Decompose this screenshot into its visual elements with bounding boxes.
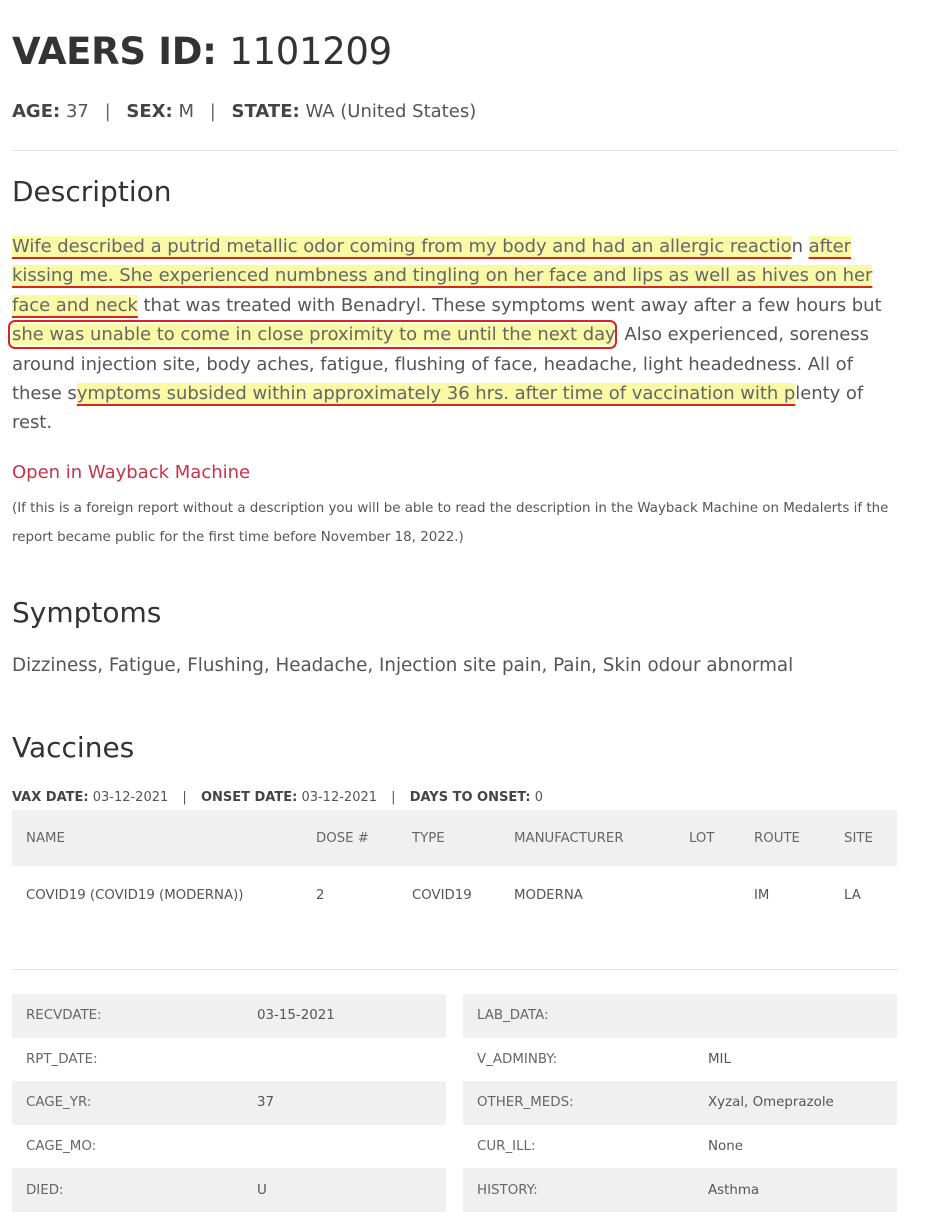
- age-value: 37: [65, 101, 89, 122]
- details-right: [463, 994, 897, 1212]
- detail-row: [463, 1168, 897, 1212]
- description-segment: lenty of rest.: [12, 383, 864, 434]
- age-label: AGE:: [12, 101, 61, 122]
- page-title: [12, 30, 392, 74]
- detail-key: CUR_ILL:: [477, 1139, 536, 1155]
- patient-meta: [12, 100, 476, 124]
- vaccination-dates: [12, 790, 543, 805]
- state-value: WA (United States): [305, 101, 477, 122]
- manufacturer: MODERNA: [514, 887, 583, 903]
- lot-number: [675, 866, 740, 924]
- sex-value: M: [178, 101, 194, 122]
- divider: [12, 969, 898, 970]
- separator: |: [209, 101, 216, 122]
- symptoms-heading: Symptoms: [12, 596, 162, 629]
- vaccine-name: COVID19 (COVID19 (MODERNA)): [26, 887, 244, 903]
- detail-value: MIL: [708, 1051, 731, 1067]
- title-label: VAERS ID:: [12, 30, 217, 73]
- detail-row: [12, 1168, 446, 1212]
- description-segment: that was treated with Benadryl. These symptoms went away after a few hours but: [137, 294, 882, 316]
- detail-row: [463, 1125, 897, 1169]
- description-heading: Description: [12, 175, 172, 208]
- vaccines-table: [12, 810, 897, 924]
- vax-date-value: 03-12-2021: [92, 790, 169, 805]
- separator: |: [104, 101, 111, 122]
- description-text: [12, 232, 892, 438]
- detail-value: 37: [257, 1095, 275, 1111]
- wayback-link[interactable]: Open in Wayback Machine: [12, 462, 251, 483]
- column-header: NAME: [12, 810, 302, 866]
- detail-value: Xyzal, Omeprazole: [708, 1095, 834, 1111]
- table-header-row: [12, 810, 897, 866]
- detail-value: U: [257, 1182, 267, 1198]
- column-header: MANUFACTURER: [500, 810, 675, 866]
- detail-key: DIED:: [26, 1182, 64, 1198]
- detail-key: RPT_DATE:: [26, 1051, 98, 1067]
- site: LA: [844, 887, 861, 903]
- detail-row: [12, 1081, 446, 1125]
- sex-label: SEX:: [126, 101, 173, 122]
- divider: [12, 150, 898, 151]
- detail-row: [12, 994, 446, 1038]
- detail-key: V_ADMINBY:: [477, 1051, 558, 1067]
- days-to-onset-value: 0: [534, 790, 543, 805]
- state-label: STATE:: [231, 101, 300, 122]
- separator: |: [391, 790, 396, 805]
- detail-row: [463, 994, 897, 1038]
- onset-date-value: 03-12-2021: [301, 790, 378, 805]
- highlighted-text: ymptoms subsided within approximately 36 hrs. after time of vaccination with p: [76, 383, 796, 405]
- vaccine-type: COVID19: [412, 887, 472, 903]
- column-header: TYPE: [398, 810, 500, 866]
- detail-value: 03-15-2021: [257, 1008, 335, 1024]
- detail-value: Asthma: [708, 1182, 760, 1198]
- detail-key: CAGE_MO:: [26, 1139, 97, 1155]
- detail-row: [12, 1038, 446, 1082]
- column-header: ROUTE: [740, 810, 830, 866]
- vaccines-heading: Vaccines: [12, 731, 135, 764]
- highlighted-text: Wife described a putrid metallic odor coming from my body and had an allergic reactio: [12, 236, 792, 257]
- description-segment: n: [791, 236, 809, 257]
- details-left: [12, 994, 446, 1212]
- detail-row: [463, 1038, 897, 1082]
- column-header: LOT: [675, 810, 740, 866]
- highlighted-text: after kissing me. She experienced numbness and tingling on her face and lips as well as hives on her face and neck: [12, 236, 873, 316]
- dose-number: 2: [316, 887, 325, 903]
- detail-key: OTHER_MEDS:: [477, 1095, 574, 1111]
- description-segment: . Also experienced, soreness around injection site, body aches, fatigue, flushing of face, headache, light headedness. All of these s: [12, 324, 869, 405]
- separator: |: [182, 790, 187, 805]
- route: IM: [754, 887, 770, 903]
- detail-key: LAB_DATA:: [477, 1008, 549, 1024]
- vax-date-label: VAX DATE:: [12, 790, 89, 805]
- table-row: [12, 866, 897, 924]
- detail-key: HISTORY:: [477, 1182, 538, 1198]
- detail-value: None: [708, 1139, 743, 1155]
- wayback-note: (If this is a foreign report without a description you will be able to read the description in the Wayback Machine on Medalerts if the report became public for the first time before November 18, 2022.): [12, 501, 889, 545]
- onset-date-label: ONSET DATE:: [200, 790, 298, 805]
- days-to-onset-label: DAYS TO ONSET:: [409, 790, 531, 805]
- column-header: DOSE #: [302, 810, 398, 866]
- column-header: SITE: [830, 810, 897, 866]
- detail-key: RECVDATE:: [26, 1008, 102, 1024]
- detail-row: [463, 1081, 897, 1125]
- symptoms-list: Dizziness, Fatigue, Flushing, Headache, Injection site pain, Pain, Skin odour abnormal: [12, 655, 794, 676]
- detail-key: CAGE_YR:: [26, 1095, 92, 1111]
- detail-row: [12, 1125, 446, 1169]
- highlighted-text: she was unable to come in close proximity to me until the next day: [12, 324, 614, 346]
- vaers-id: 1101209: [229, 30, 392, 73]
